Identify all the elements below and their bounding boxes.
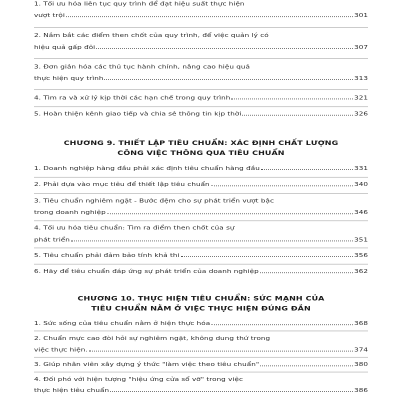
toc-entry[interactable] <box>34 30 368 53</box>
toc-entry-text-line: 6. Hãy để tiêu chuẩn đáp ứng sự phát triển của doanh nghiệp <box>34 267 259 275</box>
toc-entry-text-line: 2. Chuẩn mực cao đòi hỏi sự nghiêm ngặt, không dung thứ trong <box>34 334 271 342</box>
divider <box>34 331 368 332</box>
divider <box>34 89 368 90</box>
dot-leader <box>71 239 353 241</box>
toc-entry-text-line: 3. Giúp nhân viên xây dựng ý thức "làm việc theo tiêu chuẩn" <box>34 360 260 368</box>
toc-page-number: 380 <box>354 360 368 368</box>
toc-entry[interactable] <box>34 163 368 175</box>
divider <box>34 106 368 107</box>
dot-leader <box>104 78 353 80</box>
toc-page-number: 313 <box>354 74 368 82</box>
toc-page-number: 368 <box>354 319 368 327</box>
dot-leader <box>107 212 353 214</box>
dot-leader <box>261 168 353 170</box>
divider <box>34 177 368 178</box>
dot-leader <box>260 272 353 274</box>
divider <box>34 357 368 358</box>
toc-entry-text-line: 4. Đối phó với hiện tượng "hiệu ứng cửa sổ vỡ" trong việc <box>34 375 243 383</box>
toc-entry-text-line: trong doanh nghiệp <box>34 208 106 216</box>
toc-page-number: 356 <box>354 251 368 259</box>
toc-page-number: 362 <box>354 267 368 275</box>
toc-entry[interactable] <box>34 109 368 121</box>
divider <box>34 248 368 249</box>
toc-entry[interactable] <box>34 333 368 356</box>
toc-page-number: 301 <box>354 11 368 19</box>
dot-leader <box>211 185 353 187</box>
toc-entry-text-line: 4. Tối ưu hóa tiêu chuẩn: Tìm ra điểm then chốt của sự <box>34 224 235 232</box>
toc-entry[interactable] <box>34 0 368 22</box>
divider <box>34 58 368 59</box>
toc-entry[interactable] <box>34 359 368 370</box>
toc-entry-text-line: việc thực hiện. <box>34 345 88 353</box>
divider <box>34 220 368 221</box>
toc-entry-text-line: 5. Hoàn thiện kênh giao tiếp và chia sẻ thông tin kịp thời <box>34 110 242 118</box>
toc-entry[interactable] <box>34 266 368 278</box>
toc-page-number: 346 <box>354 208 368 216</box>
toc-entry-text-line: 2. Phải dựa vào mục tiêu để thiết lập tiêu chuẩn <box>34 180 210 188</box>
toc-entry[interactable] <box>34 223 368 246</box>
toc-entry-text-line: 1. Doanh nghiệp hàng đầu phải xác định tiêu chuẩn hàng đầu <box>34 164 260 172</box>
toc-entry[interactable] <box>34 250 368 262</box>
toc-entry[interactable] <box>34 374 368 397</box>
toc-page-number: 351 <box>354 235 368 243</box>
dot-leader <box>242 114 353 116</box>
divider <box>34 264 368 265</box>
chapter-title-line: CHƯƠNG 10. THỰC HIỆN TIÊU CHUẨN: SỨC MẠNH CỦA <box>77 294 325 302</box>
dot-leader <box>211 324 353 326</box>
dot-leader <box>260 364 353 366</box>
toc-entry-text-line: phát triển <box>34 235 70 243</box>
divider <box>34 27 368 28</box>
toc-page-number: 340 <box>354 180 368 188</box>
dot-leader <box>89 350 353 352</box>
dot-leader <box>66 15 353 17</box>
toc-entry[interactable] <box>34 179 368 191</box>
toc-page-number: 331 <box>354 164 368 172</box>
dot-leader <box>110 390 353 392</box>
toc-page-number: 386 <box>354 386 368 394</box>
toc-entry-text-line: thực hiện tiêu chuẩn <box>34 386 110 394</box>
chapter-title <box>34 138 368 158</box>
toc-entry-text-line: 3. Đơn giản hóa các thủ tục hành chính, nâng cao hiệu quả <box>34 62 250 70</box>
toc-entry-text-line: 5. Tiêu chuẩn phải đảm bảo tính khả thi <box>34 251 180 259</box>
toc-page-number: 307 <box>354 43 368 51</box>
toc-entry[interactable] <box>34 196 368 219</box>
dot-leader <box>181 255 354 257</box>
toc-entry[interactable] <box>34 92 368 104</box>
chapter-title <box>34 293 368 313</box>
toc-page <box>34 0 368 394</box>
toc-entry-text-line: hiệu quả gấp đôi <box>34 43 96 51</box>
toc-page-number: 321 <box>354 93 368 101</box>
dot-leader <box>231 98 353 100</box>
toc-page-number: 374 <box>354 345 368 353</box>
divider <box>34 193 368 194</box>
chapter-title-line: CHƯƠNG 9. THIẾT LẬP TIÊU CHUẨN: XÁC ĐỊNH CHẤT LƯỢNG <box>63 139 339 147</box>
dot-leader <box>96 47 353 49</box>
toc-entry-text-line: 1. Tối ưu hóa liên tục quy trình để đạt hiệu suất thực hiện <box>34 0 245 7</box>
chapter-title-line: CÔNG VIỆC THÔNG QUA TIÊU CHUẨN <box>117 149 285 157</box>
toc-entry[interactable] <box>34 61 368 84</box>
toc-entry-text-line: 4. Tìm ra và xử lý kịp thời các hạn chế trong quy trình <box>34 93 231 101</box>
divider <box>34 371 368 372</box>
toc-entry-text-line: 2. Nắm bắt các điểm then chốt của quy trình, để việc quản lý có <box>34 31 269 39</box>
toc-entry-text-line: vượt trội <box>34 11 65 19</box>
toc-entry-text-line: thực hiện quy trình <box>34 74 104 82</box>
toc-page-number: 326 <box>354 110 368 118</box>
toc-entry-text-line: 3. Tiêu chuẩn nghiêm ngặt - Bước đệm cho sự phát triển vượt bậc <box>34 197 274 205</box>
toc-entry-text-line: 1. Sức sống của tiêu chuẩn nằm ở hiện thực hóa <box>34 319 211 327</box>
chapter-title-line: TIÊU CHUẨN NẰM Ở VIỆC THỰC HIỆN ĐÚNG ĐẮN <box>91 304 311 312</box>
toc-entry[interactable] <box>34 318 368 329</box>
